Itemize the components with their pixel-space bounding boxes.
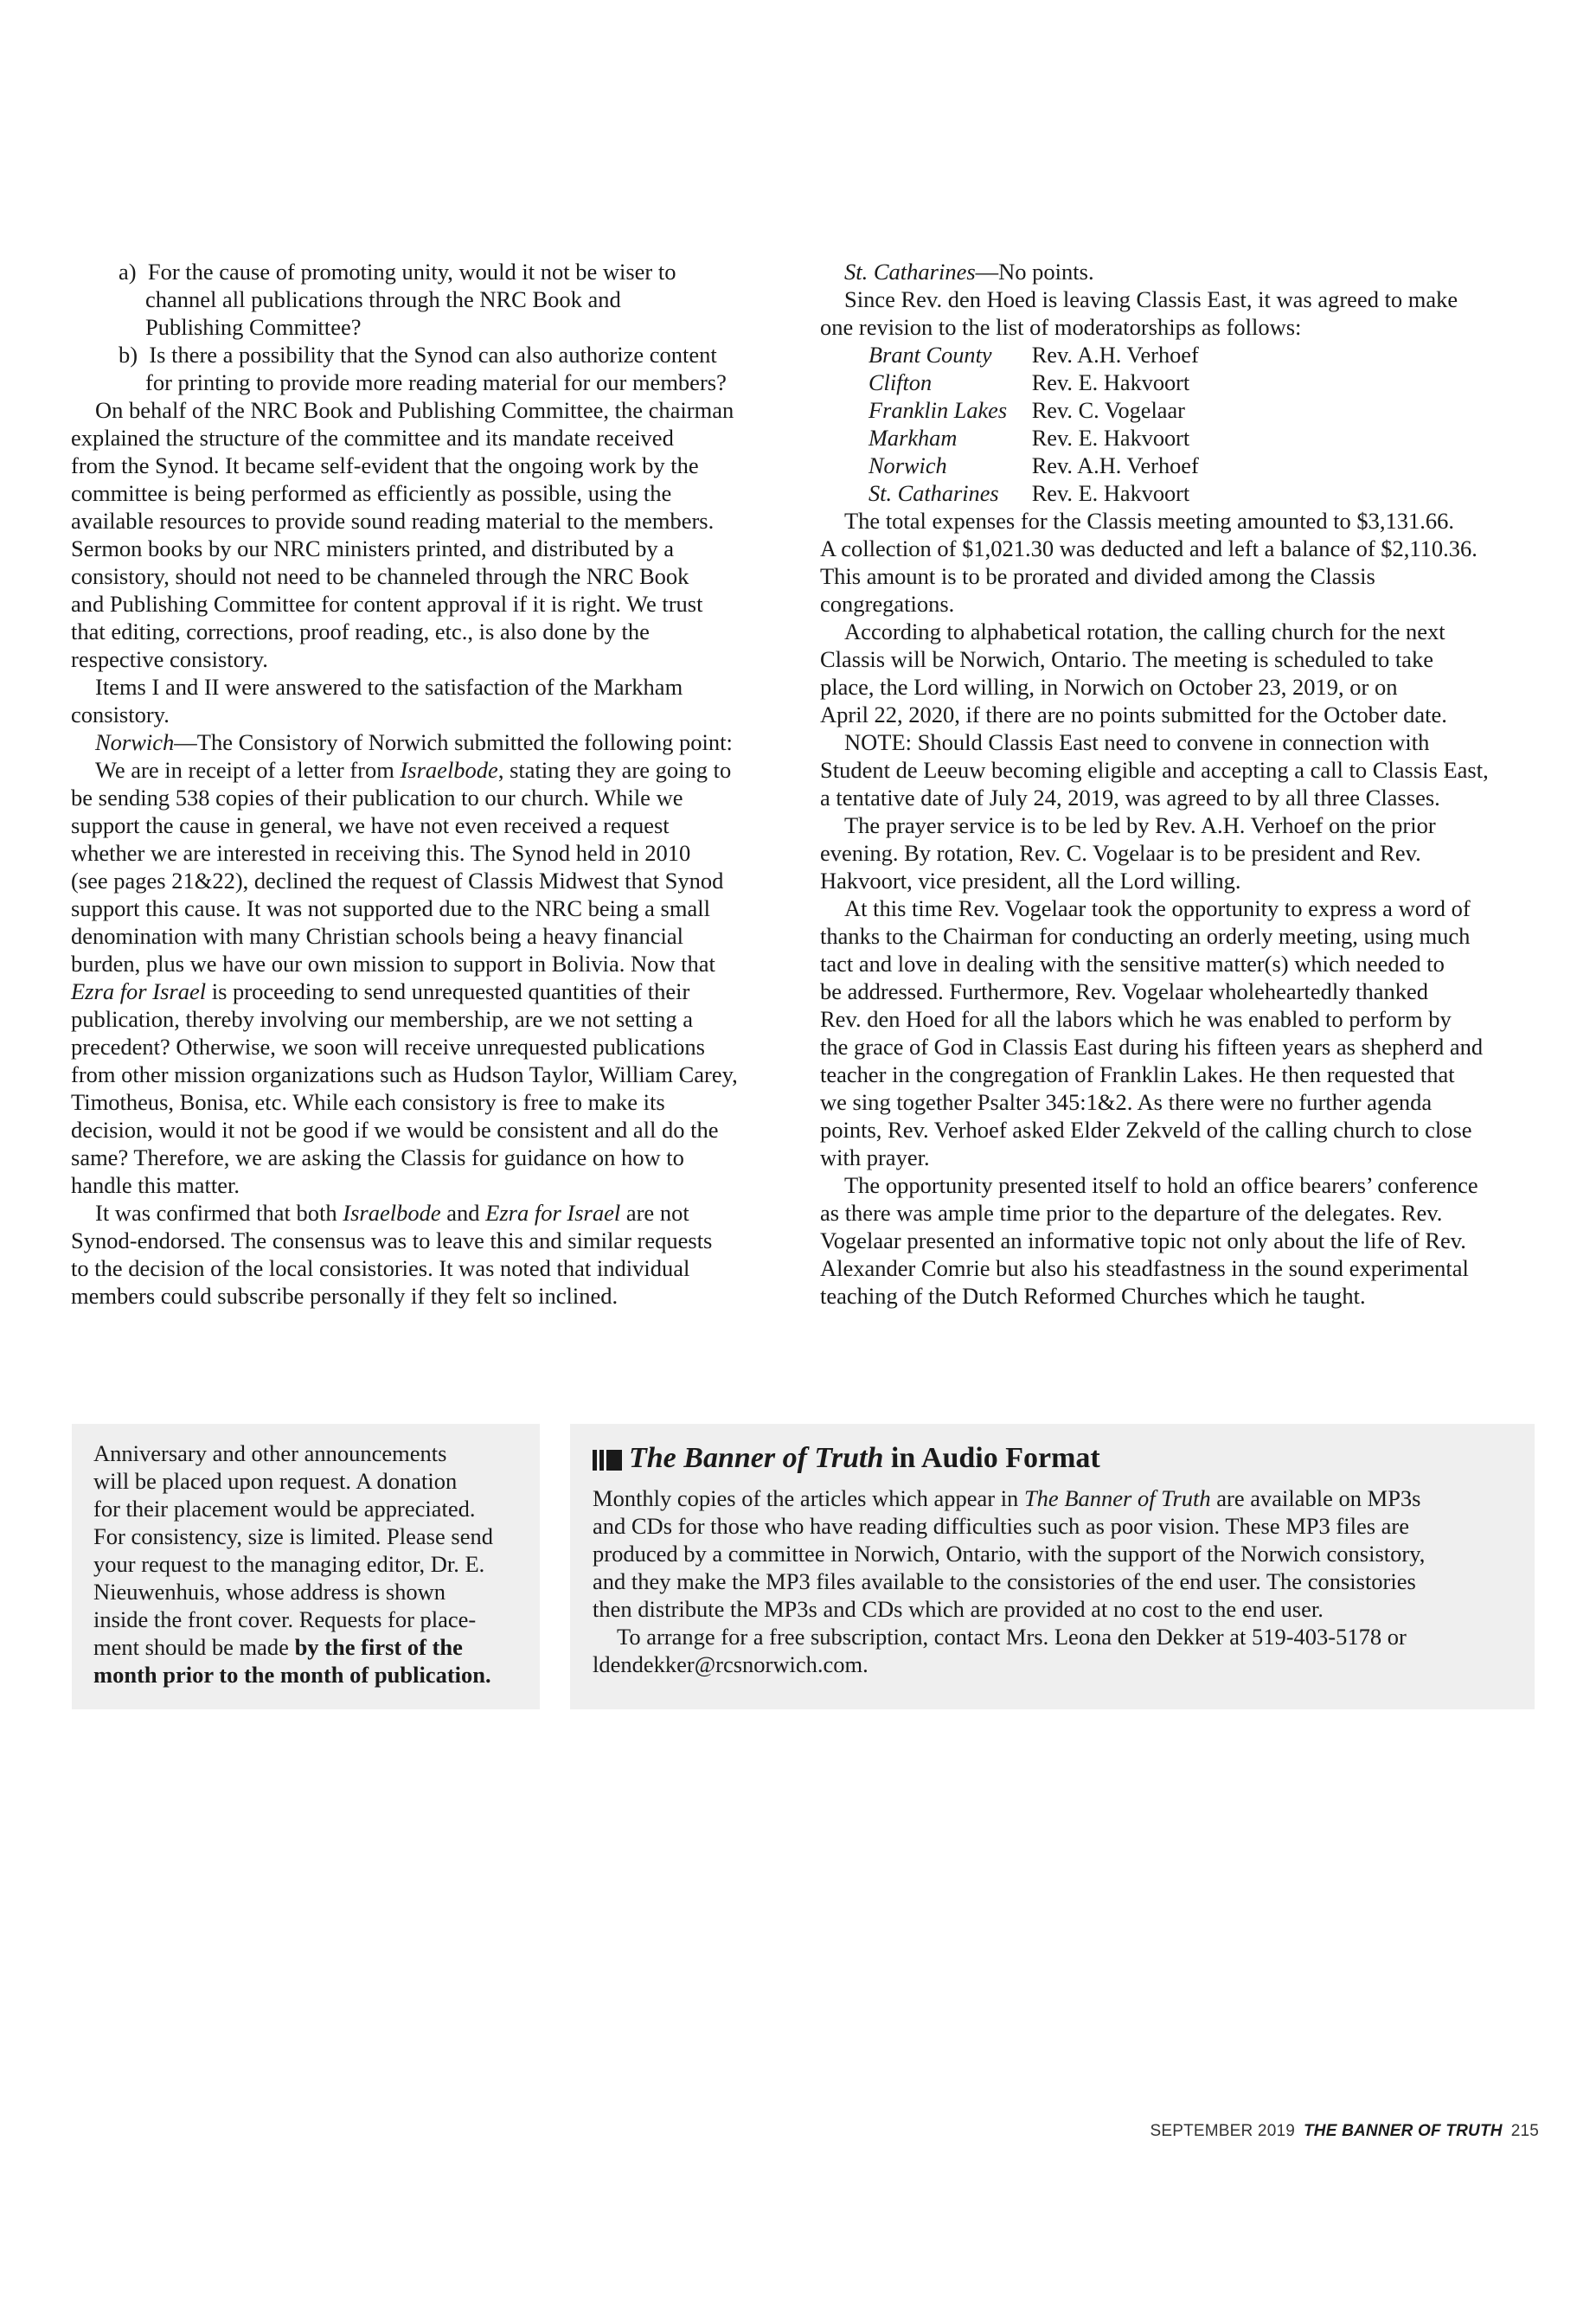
announcement-line: for their placement would be appreciated. (93, 1496, 476, 1522)
moderator-name: Rev. A.H. Verhoef (1031, 342, 1199, 368)
paragraph-text: and (440, 1200, 486, 1226)
publication-name: Israelbode (400, 757, 498, 783)
paragraph-line: precedent? Otherwise, we soon will receive unrequested publications (71, 1034, 705, 1060)
moderatorship-row (869, 424, 1384, 452)
paragraph-line: we sing together Psalter 345:1&2. As there were no further agenda (820, 1089, 1433, 1115)
deadline-text: month prior to the month of publication. (93, 1662, 491, 1688)
deadline-text: by the first of the (294, 1634, 463, 1660)
moderator-name: Rev. E. Hakvoort (1031, 369, 1190, 395)
moderatorship-row (869, 396, 1384, 424)
paragraph-line: The total expenses for the Classis meeting amounted to $3,131.66. (844, 508, 1455, 534)
moderatorship-row (869, 369, 1384, 396)
paragraph-line: same? Therefore, we are asking the Classis for guidance on how to (71, 1144, 684, 1170)
paragraph-line: consistory, should not need to be channeled through the NRC Book (71, 563, 689, 589)
paragraph-line: Alexander Comrie but also his steadfastness in the sound experimental (820, 1255, 1469, 1281)
church-name: Norwich (869, 452, 947, 478)
paragraph-line: NOTE: Should Classis East need to convene in connection with (844, 729, 1430, 755)
issue-date: SEPTEMBER 2019 (1150, 2122, 1295, 2140)
paragraph-line: explained the structure of the committee and its mandate received (71, 425, 674, 451)
title-text: in Audio Format (883, 1442, 1100, 1474)
audio-bars-icon (593, 1450, 622, 1471)
st-catharines-line (844, 258, 1094, 285)
paragraph-line: teacher in the congregation of Franklin Lakes. He then requested that (820, 1061, 1455, 1087)
announcement-line (93, 1633, 463, 1661)
paragraph-line: Items I and II were answered to the satisfaction of the Markham (95, 674, 683, 700)
announcement-line: Anniversary and other announcements (93, 1440, 447, 1466)
paragraph-line: Rev. den Hoed for all the labors which he was enabled to perform by (820, 1006, 1452, 1032)
list-item-a-line-3: Publishing Committee? (145, 314, 362, 340)
paragraph-line: from other mission organizations such as Hudson Taylor, William Carey, (71, 1061, 738, 1087)
paragraph-line: place, the Lord willing, in Norwich on October 23, 2019, or on (820, 674, 1398, 700)
page-footer (1150, 2121, 1539, 2142)
norwich-heading-line (95, 728, 733, 756)
paragraph-line: evening. By rotation, Rev. C. Vogelaar is to be president and Rev. (820, 840, 1421, 866)
paragraph-line: decision, would it not be good if we would be consistent and all do the (71, 1117, 719, 1143)
paragraph-text: is proceeding to send unrequested quantities of their (206, 978, 690, 1004)
moderatorship-row (869, 452, 1384, 479)
announcement-line (93, 1661, 491, 1689)
paragraph-line (95, 1199, 689, 1227)
paragraph-line: Since Rev. den Hoed is leaving Classis East, it was agreed to make (844, 286, 1458, 312)
moderator-name: Rev. E. Hakvoort (1031, 480, 1190, 506)
paragraph-line: to the decision of the local consistories. It was noted that individual (71, 1255, 690, 1281)
paragraph-line: members could subscribe personally if they felt so inclined. (71, 1283, 619, 1309)
paragraph-line: consistory. (71, 702, 170, 727)
paragraph-line (71, 977, 689, 1005)
paragraph-line: Synod-endorsed. The consensus was to leave this and similar requests (71, 1227, 713, 1253)
paragraph-text: We are in receipt of a letter from (95, 757, 401, 783)
audio-line: and they make the MP3 files available to the consistories of the end user. The consistories (593, 1568, 1416, 1594)
moderatorship-row (869, 341, 1384, 369)
publication-name: Israelbode (343, 1200, 441, 1226)
announcement-text: ment should be made (93, 1634, 295, 1660)
moderator-name: Rev. A.H. Verhoef (1031, 452, 1199, 478)
paragraph-line: On behalf of the NRC Book and Publishing Committee, the chairman (95, 397, 734, 423)
publication-name: The Banner of Truth (629, 1442, 884, 1474)
publication-name: Ezra for Israel (485, 1200, 621, 1226)
list-item-a-line-1: a) For the cause of promoting unity, would it not be wiser to (119, 259, 676, 285)
announcement-line: your request to the managing editor, Dr. E. (93, 1551, 485, 1577)
paragraph-line: denomination with many Christian schools being a heavy financial (71, 923, 683, 949)
paragraph-line: be addressed. Furthermore, Rev. Vogelaar wholeheartedly thanked (820, 978, 1429, 1004)
right-column (820, 258, 1538, 1309)
paragraph-line: with prayer. (820, 1144, 930, 1170)
audio-box-title (629, 1441, 1100, 1476)
announcement-line: For consistency, size is limited. Please send (93, 1523, 493, 1549)
paragraph-line: This amount is to be prorated and divided among the Classis (820, 563, 1375, 589)
announcement-line: will be placed upon request. A donation (93, 1468, 458, 1494)
paragraph-line: be sending 538 copies of their publication to our church. While we (71, 785, 683, 811)
audio-format-box (570, 1424, 1535, 1709)
announcement-box (72, 1424, 540, 1709)
audio-line: To arrange for a free subscription, contact Mrs. Leona den Dekker at 519-403-5178 or (617, 1624, 1407, 1650)
publication-name: The Banner of Truth (1023, 1485, 1211, 1511)
paragraph-line: the grace of God in Classis East during his fifteen years as shepherd and (820, 1034, 1484, 1060)
list-item-a-line-2: channel all publications through the NRC Book and (145, 286, 621, 312)
paragraph-line (95, 756, 731, 784)
paragraph-line: one revision to the list of moderatorships as follows: (820, 314, 1302, 340)
left-column (71, 258, 789, 1309)
paragraph-line: whether we are interested in receiving this. The Synod held in 2010 (71, 840, 691, 866)
paragraph-line: Hakvoort, vice president, all the Lord willing. (820, 868, 1241, 894)
paragraph-line: that editing, corrections, proof reading, etc., is also done by the (71, 619, 650, 644)
paragraph-line: a tentative date of July 24, 2019, was agreed to by all three Classes. (820, 785, 1440, 811)
audio-line: produced by a committee in Norwich, Ontario, with the support of the Norwich consistory, (593, 1541, 1426, 1567)
paragraph-line: congregations. (820, 591, 955, 617)
paragraph-line: publication, thereby involving our membership, are we not setting a (71, 1006, 694, 1032)
page-number: 215 (1510, 2122, 1539, 2140)
paragraph-line: respective consistory. (71, 646, 268, 672)
paragraph-line: committee is being performed as efficiently as possible, using the (71, 480, 672, 506)
audio-line: then distribute the MP3s and CDs which are provided at no cost to the end user. (593, 1596, 1324, 1622)
paragraph-line: A collection of $1,021.30 was deducted and left a balance of $2,110.36. (820, 535, 1477, 561)
audio-line (593, 1484, 1421, 1512)
church-name: Franklin Lakes (869, 397, 1008, 423)
paragraph-line: points, Rev. Verhoef asked Elder Zekveld of the calling church to close (820, 1117, 1472, 1143)
paragraph-line: tact and love in dealing with the sensitive matter(s) which needed to (820, 951, 1445, 977)
paragraph-line: At this time Rev. Vogelaar took the opportunity to express a word of (844, 895, 1471, 921)
moderator-name: Rev. C. Vogelaar (1031, 397, 1185, 423)
paragraph-text: —No points. (975, 259, 1094, 285)
paragraph-line: Vogelaar presented an informative topic not only about the life of Rev. (820, 1227, 1466, 1253)
paragraph-text: are not (620, 1200, 689, 1226)
church-name: St. Catharines (869, 480, 999, 506)
paragraph-line: as there was ample time prior to the departure of the delegates. Rev. (820, 1200, 1443, 1226)
paragraph-line: According to alphabetical rotation, the calling church for the next (844, 619, 1445, 644)
publication-title: THE BANNER OF TRUTH (1304, 2122, 1503, 2140)
church-name: Norwich (95, 729, 175, 755)
paragraph-line: Classis will be Norwich, Ontario. The meeting is scheduled to take (820, 646, 1433, 672)
announcement-line: Nieuwenhuis, whose address is shown (93, 1579, 446, 1605)
paragraph-line: support the cause in general, we have not even received a request (71, 812, 670, 838)
paragraph-line: April 22, 2020, if there are no points submitted for the October date. (820, 702, 1447, 727)
moderatorship-row (869, 479, 1384, 507)
church-name: Markham (869, 425, 958, 451)
list-item-b-line-2: for printing to provide more reading material for our members? (145, 369, 727, 395)
church-name: Clifton (869, 369, 933, 395)
paragraph-text: , stating they are going to (497, 757, 732, 783)
paragraph-line: (see pages 21&22), declined the request of Classis Midwest that Synod (71, 868, 724, 894)
paragraph-line: available resources to provide sound reading material to the members. (71, 508, 715, 534)
church-name: Brant County (869, 342, 992, 368)
audio-line: and CDs for those who have reading difficulties such as poor vision. These MP3 files are (593, 1513, 1409, 1539)
paragraph-line: Student de Leeuw becoming eligible and accepting a call to Classis East, (820, 757, 1489, 783)
announcement-line: inside the front cover. Requests for place- (93, 1606, 477, 1632)
paragraph-line: Timotheus, Bonisa, etc. While each consistory is free to make its (71, 1089, 665, 1115)
paragraph-line: Sermon books by our NRC ministers printed, and distributed by a (71, 535, 675, 561)
paragraph-line: handle this matter. (71, 1172, 240, 1198)
paragraph-line: The opportunity presented itself to hold an office bearers’ conference (844, 1172, 1478, 1198)
audio-text: are available on MP3s (1210, 1485, 1421, 1511)
paragraph-text: —The Consistory of Norwich submitted the following point: (174, 729, 733, 755)
list-item-b-line-1: b) Is there a possibility that the Synod can also authorize content (119, 342, 717, 368)
moderator-name: Rev. E. Hakvoort (1031, 425, 1190, 451)
church-name: St. Catharines (844, 259, 976, 285)
paragraph-line: support this cause. It was not supported due to the NRC being a small (71, 895, 710, 921)
moderatorship-table (869, 341, 1388, 507)
paragraph-line: and Publishing Committee for content approval if it is right. We trust (71, 591, 703, 617)
paragraph-line: thanks to the Chairman for conducting an orderly meeting, using much (820, 923, 1471, 949)
audio-text: Monthly copies of the articles which appear in (593, 1485, 1024, 1511)
paragraph-line: from the Synod. It became self-evident that the ongoing work by the (71, 452, 699, 478)
email-address[interactable]: ldendekker@rcsnorwich.com. (593, 1651, 869, 1677)
publication-name: Ezra for Israel (71, 978, 207, 1004)
paragraph-line: teaching of the Dutch Reformed Churches which he taught. (820, 1283, 1366, 1309)
paragraph-line: The prayer service is to be led by Rev. A.H. Verhoef on the prior (844, 812, 1436, 838)
paragraph-text: It was confirmed that both (95, 1200, 343, 1226)
paragraph-line: burden, plus we have our own mission to support in Bolivia. Now that (71, 951, 715, 977)
